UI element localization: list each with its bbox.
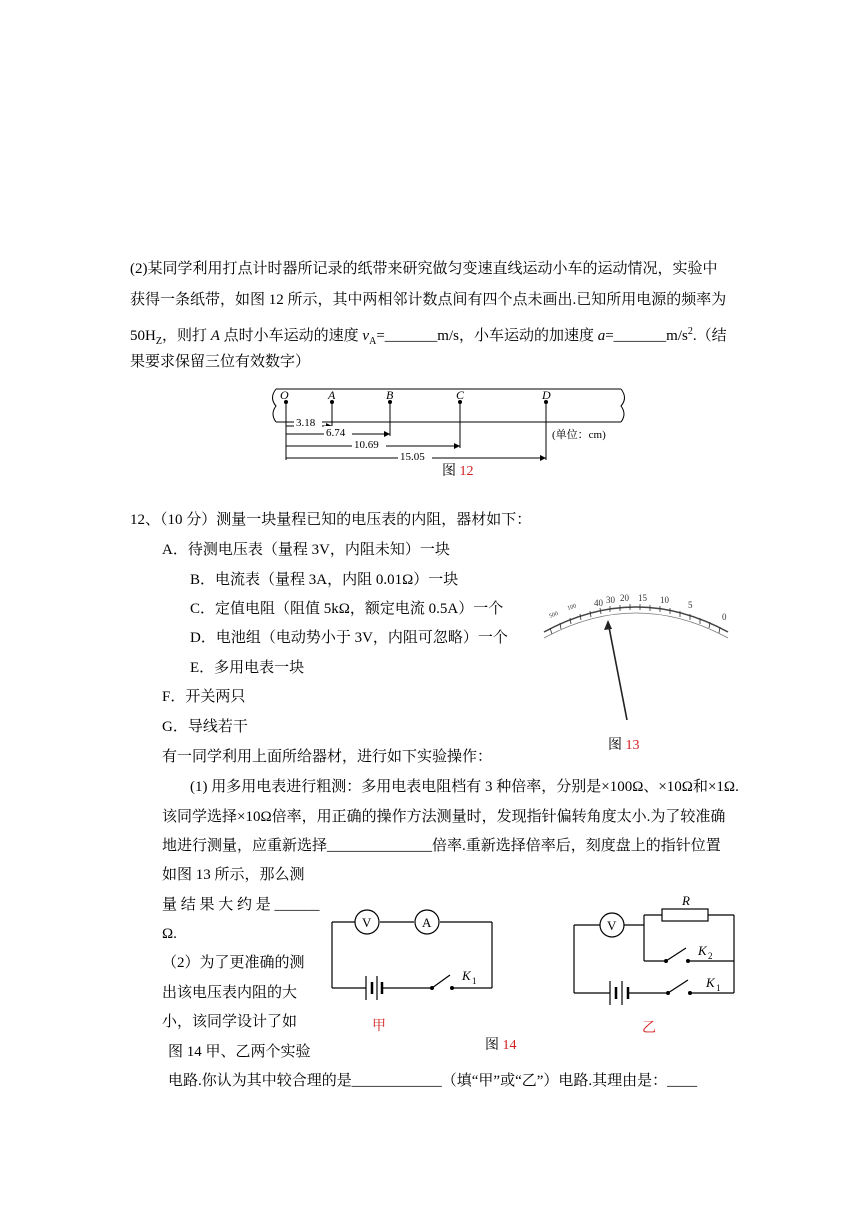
- q12-p2-line-2: 出该电压表内阻的大: [162, 985, 298, 1001]
- q12-item-c: C．定值电阻（阻值 5kΩ，额定电流 0.5A）一个: [190, 601, 504, 617]
- q12-intro: 有一同学利用上面所给器材，进行如下实验操作：: [162, 749, 493, 765]
- ammeter-jia: [415, 910, 439, 934]
- distance-c: 10.69: [354, 439, 379, 451]
- figure-12-tape: [266, 386, 638, 466]
- q11-line-1: (2)某同学利用打点计时器所记录的纸带来研究做匀变速直线运动小车的运动情况，实验中: [130, 261, 718, 277]
- q12-p1-line-1: (1) 用多用电表进行粗测：多用电表电阻档有 3 种倍率，分别是×100Ω、×10Ω和×1Ω.: [190, 779, 739, 795]
- q12-p1-line-5: 量 结 果 大 约 是 ______: [162, 897, 320, 913]
- tape-point-a: [327, 388, 336, 404]
- svg-text:1: 1: [716, 983, 721, 993]
- battery-yi: [610, 981, 628, 1005]
- svg-text:2: 2: [708, 951, 713, 961]
- svg-text:R: R: [682, 895, 690, 908]
- q11-line-2: 获得一条纸带，如图 12 所示，其中两相邻计数点间有四个点未画出.已知所用电源的频率为: [130, 292, 727, 308]
- svg-text:V: V: [362, 915, 372, 930]
- q11-line-4: 果要求保留三位有效数字）: [130, 354, 311, 370]
- q11-line-3: $50H_Z$，则打 A 点时小车运动的速度 $v_A=\_\_\_\_\_\_\_m/s$，小车运动的加速度 $a=\_\_\_\_\_\_\_m/s^2$.（结: [130, 326, 727, 347]
- switch-k2-yi: [664, 943, 713, 963]
- scale-0: 0: [722, 612, 727, 622]
- label-yi: 乙: [642, 1021, 656, 1036]
- svg-text:C: C: [456, 388, 465, 402]
- svg-text:V: V: [607, 918, 617, 933]
- svg-text:K: K: [706, 975, 715, 990]
- q12-item-g: G．导线若干: [162, 719, 248, 735]
- q12-p2-line-5: 电路.你认为其中较合理的是____________（填“甲”或“乙”）电路.其理由是：____: [168, 1073, 698, 1089]
- scale-30: 30: [606, 595, 615, 605]
- tape-point-o: [280, 388, 289, 404]
- svg-text:K: K: [462, 968, 471, 983]
- tape-point-b: [386, 388, 394, 404]
- q12-item-d: D．电池组（电动势小于 3V，内阻可忽略）一个: [190, 630, 508, 646]
- voltmeter-yi: [600, 913, 624, 937]
- q12-p1-line-4: 如图 13 所示，那么测: [162, 867, 305, 883]
- scale-500: 500: [548, 610, 560, 620]
- figure-13-dial: [536, 590, 736, 730]
- figure-14-caption: 图 14: [485, 1038, 517, 1053]
- battery-jia: [366, 976, 382, 1000]
- figure-14-circuit-jia: [320, 900, 500, 1030]
- svg-text:K: K: [698, 943, 707, 958]
- distance-a: 3.18: [296, 417, 316, 429]
- switch-k1-jia: [430, 968, 477, 990]
- scale-5: 5: [688, 600, 693, 610]
- q12-p2-line-4: 图 14 甲、乙两个实验: [168, 1044, 311, 1060]
- scale-100: 100: [566, 603, 578, 612]
- q12-p2-line-1: （2）为了更准确的测: [162, 955, 305, 971]
- distance-b: 6.74: [326, 427, 346, 439]
- distance-d: 15.05: [400, 451, 425, 463]
- figure-14-circuit-yi: [566, 895, 746, 1025]
- svg-text:D: D: [542, 388, 551, 402]
- scale-20: 20: [620, 593, 629, 603]
- svg-text:A: A: [328, 388, 336, 402]
- unit-label: (单位：cm): [552, 429, 606, 441]
- scale-40: 40: [594, 598, 603, 608]
- q12-p1-line-6: Ω.: [162, 926, 177, 942]
- voltmeter-jia: [355, 910, 379, 934]
- switch-k1-yi: [666, 975, 721, 995]
- q12-item-e: E．多用电表一块: [190, 660, 305, 676]
- scale-10: 10: [660, 595, 669, 605]
- tape-point-d: [541, 388, 551, 404]
- resistor-r: [662, 895, 708, 921]
- svg-text:O: O: [280, 388, 289, 402]
- figure-12-caption: 图 12: [442, 464, 474, 479]
- q12-header: 12、（10 分）测量一块量程已知的电压表的内阻，器材如下：: [130, 512, 532, 528]
- meter-needle: [608, 622, 627, 720]
- tape-point-c: [456, 388, 465, 404]
- q12-p2-line-3: 小，该同学设计了如: [162, 1014, 298, 1030]
- svg-text:A: A: [422, 915, 432, 930]
- label-jia: 甲: [372, 1019, 386, 1034]
- q12-item-a: A．待测电压表（量程 3V，内阻未知）一块: [162, 542, 450, 558]
- svg-text:1: 1: [472, 976, 477, 986]
- q12-item-b: B．电流表（量程 3A，内阻 0.01Ω）一块: [190, 572, 459, 588]
- svg-text:B: B: [386, 388, 394, 402]
- q12-item-f: F．开关两只: [162, 689, 246, 705]
- scale-15: 15: [638, 593, 647, 603]
- q12-p1-line-3: 地进行测量，应重新选择______________倍率.重新选择倍率后，刻度盘上的指针位置: [162, 838, 721, 854]
- q12-p1-line-2: 该同学选择×10Ω倍率，用正确的操作方法测量时，发现指针偏转角度太小.为了较准确: [162, 809, 726, 825]
- figure-13-caption: 图 13: [608, 738, 640, 753]
